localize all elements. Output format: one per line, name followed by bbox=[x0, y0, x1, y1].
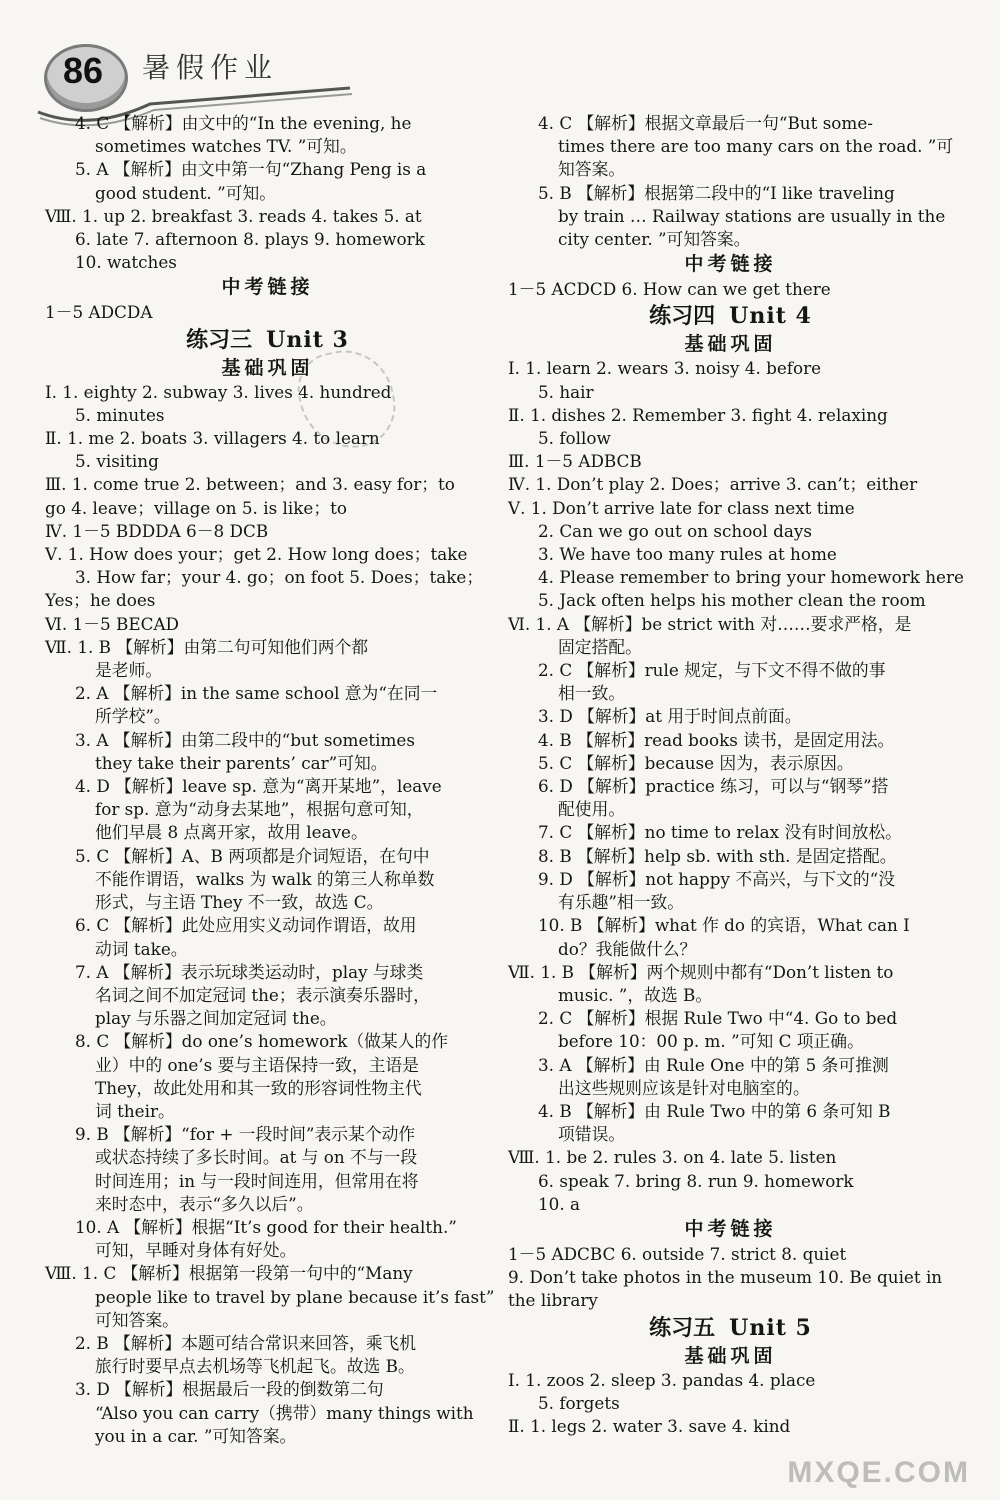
answer-line: 5. C 【解析】A、B 两项都是介词短语，在句中 bbox=[75, 845, 430, 866]
answer-line: 来时态中，表示“多久以后”。 bbox=[95, 1193, 314, 1214]
exercise-title-cn: 练习五 bbox=[649, 1315, 716, 1341]
exercise-title bbox=[45, 325, 490, 356]
answer-line: 1－5 ADCBC 6. outside 7. strict 8. quiet bbox=[508, 1243, 847, 1264]
section-title: 中考链接 bbox=[684, 253, 777, 276]
answer-line: 10. a bbox=[538, 1193, 581, 1214]
answer-line: 5. C 【解析】because 因为，表示原因。 bbox=[538, 752, 854, 773]
left-column bbox=[45, 112, 495, 1448]
answer-line: 9. Don’t take photos in the museum 10. Be quiet in bbox=[508, 1267, 943, 1288]
answer-line: 4. C 【解析】由文中的“In the evening, he bbox=[75, 113, 412, 133]
answer-line: 1－5 ACDCD 6. How can we get there bbox=[508, 279, 831, 300]
answer-line: Ⅰ. 1. learn 2. wears 3. noisy 4. before bbox=[508, 358, 822, 379]
answer-line: Ⅴ. 1. How does your；get 2. How long does；take bbox=[45, 544, 468, 565]
answer-line: 10. A 【解析】根据“It’s good for their health.” bbox=[75, 1216, 457, 1237]
answer-line: 知答案。 bbox=[558, 159, 626, 180]
answer-line: 6. speak 7. bring 8. run 9. homework bbox=[538, 1170, 854, 1191]
site-watermark: MXQE.COM bbox=[787, 1456, 970, 1489]
answer-line: you in a car. ”可知答案。 bbox=[95, 1425, 297, 1446]
answer-line: 8. C 【解析】do one’s homework（做某人的作 bbox=[75, 1031, 449, 1052]
answer-line: sometimes watches TV. ”可知。 bbox=[95, 136, 357, 157]
answer-line: Ⅱ. 1. dishes 2. Remember 3. fight 4. relaxing bbox=[508, 404, 888, 425]
answer-line: 固定搭配。 bbox=[558, 636, 642, 657]
answer-line: Ⅴ. 1. Don’t arrive late for class next time bbox=[508, 497, 855, 518]
answer-line: They，故此处用和其一致的形容词性物主代 bbox=[95, 1077, 422, 1098]
answer-line: 6. D 【解析】practice 练习，可以与“钢琴”搭 bbox=[538, 776, 889, 797]
answer-line: 可知答案。 bbox=[95, 1309, 179, 1330]
answer-line: 5. B 【解析】根据第二段中的“I like traveling bbox=[538, 182, 895, 203]
exercise-title-cn: 练习四 bbox=[649, 304, 716, 330]
answer-line: 3. A 【解析】由第二段中的“but sometimes bbox=[75, 729, 415, 750]
answer-line: 5. forgets bbox=[538, 1392, 620, 1413]
answer-line: 5. hair bbox=[538, 381, 594, 402]
answer-line: 2. B 【解析】本题可结合常识来回答，乘飞机 bbox=[75, 1332, 417, 1353]
answer-line: 6. late 7. afternoon 8. plays 9. homework bbox=[75, 229, 425, 250]
answer-line: 出这些规则应该是针对电脑室的。 bbox=[558, 1077, 810, 1098]
answer-line: 时间连用；in 与一段时间连用，但常用在将 bbox=[95, 1170, 419, 1191]
answer-line: 旅行时要早点去机场等飞机起飞。故选 B。 bbox=[95, 1356, 415, 1377]
answer-line: Ⅲ. 1. come true 2. between；and 3. easy for；to bbox=[45, 474, 455, 495]
answer-line: 10. B 【解析】what 作 do 的宾语，What can I bbox=[538, 915, 910, 936]
answer-line: for sp. 意为“动身去某地”，根据句意可知， bbox=[95, 799, 424, 820]
answer-line: by train … Railway stations are usually in the bbox=[558, 205, 946, 226]
exercise-title-unit: Unit 5 bbox=[729, 1314, 812, 1341]
answer-line: 他们早晨 8 点离开家，故用 leave。 bbox=[95, 822, 368, 843]
answer-line: 3. D 【解析】根据最后一段的倒数第二句 bbox=[75, 1379, 384, 1400]
answer-line: “Also you can carry（携带）many things with bbox=[95, 1402, 474, 1423]
answer-line: 4. C 【解析】根据文章最后一句“But some- bbox=[538, 113, 873, 133]
answer-line: 2. C 【解析】根据 Rule Two 中“4. Go to bed bbox=[538, 1008, 898, 1029]
section-subtitle: 基础巩固 bbox=[221, 356, 314, 379]
answer-line: 10. watches bbox=[75, 252, 177, 273]
answer-line: 4. B 【解析】read books 读书，是固定用法。 bbox=[538, 729, 895, 750]
answer-line: 4. B 【解析】由 Rule Two 中的第 6 条可知 B bbox=[538, 1100, 891, 1121]
answer-line: 3. How far；your 4. go；on foot 5. Does；take； bbox=[75, 567, 484, 588]
answer-line: 9. D 【解析】not happy 不高兴，与下文的“没 bbox=[538, 868, 895, 889]
answer-line: 相一致。 bbox=[558, 683, 626, 704]
answer-line: Ⅰ. 1. zoos 2. sleep 3. pandas 4. place bbox=[508, 1369, 816, 1390]
answer-line: they take their parents’ car”可知。 bbox=[95, 752, 388, 773]
answer-line: 7. A 【解析】表示玩球类运动时，play 与球类 bbox=[75, 961, 424, 982]
answer-line: Ⅶ. 1. B 【解析】由第二句可知他们两个都 bbox=[45, 636, 369, 657]
exercise-title-cn: 练习三 bbox=[186, 327, 253, 353]
answer-line: 业）中的 one’s 要与主语保持一致，主语是 bbox=[95, 1054, 419, 1075]
answer-line: Ⅷ. 1. be 2. rules 3. on 4. late 5. listen bbox=[508, 1147, 837, 1168]
header-title: 暑假作业 bbox=[142, 51, 279, 84]
answer-line: 有乐趣”相一致。 bbox=[558, 892, 685, 913]
right-column bbox=[508, 112, 964, 1438]
exercise-title bbox=[508, 1313, 953, 1344]
answer-line: 5. follow bbox=[538, 428, 611, 449]
answer-line: go 4. leave；village on 5. is like；to bbox=[45, 497, 347, 518]
answer-line: 8. B 【解析】help sb. with sth. 是固定搭配。 bbox=[538, 845, 897, 866]
answer-line: 是老师。 bbox=[95, 660, 163, 681]
answer-line: 词 their。 bbox=[95, 1100, 175, 1121]
section-subtitle: 基础巩固 bbox=[684, 333, 777, 356]
answer-line: 动词 take。 bbox=[95, 938, 188, 959]
answer-line: 7. C 【解析】no time to relax 没有时间放松。 bbox=[538, 822, 902, 843]
answer-line: 2. Can we go out on school days bbox=[538, 520, 812, 541]
answer-line: 名词之间不加定冠词 the；表示演奏乐器时， bbox=[95, 984, 430, 1005]
answer-line: music. ”，故选 B。 bbox=[558, 984, 713, 1005]
exercise-title-unit: Unit 3 bbox=[266, 326, 349, 353]
answer-line: Ⅷ. 1. C 【解析】根据第一段第一句中的“Many bbox=[45, 1263, 413, 1284]
answer-line: 3. A 【解析】由 Rule One 中的第 5 条可推测 bbox=[538, 1054, 889, 1075]
section-title: 中考链接 bbox=[221, 276, 314, 299]
answer-line: Ⅵ. 1－5 BECAD bbox=[45, 613, 180, 634]
answer-line: Ⅲ. 1－5 ADBCB bbox=[508, 451, 642, 472]
answer-line: Ⅰ. 1. eighty 2. subway 3. lives 4. hundred bbox=[45, 381, 392, 402]
answer-line: 2. C 【解析】rule 规定，与下文不得不做的事 bbox=[538, 660, 886, 681]
answer-line: Yes；he does bbox=[45, 590, 156, 611]
answer-line: Ⅳ. 1. Don’t play 2. Does；arrive 3. can’t；either bbox=[508, 474, 918, 495]
answer-line: 9. B 【解析】“for + 一段时间”表示某个动作 bbox=[75, 1124, 416, 1145]
exercise-title bbox=[508, 301, 953, 332]
section-title: 中考链接 bbox=[684, 1217, 777, 1240]
answer-line: Ⅱ. 1. me 2. boats 3. villagers 4. to learn bbox=[45, 428, 380, 449]
answer-line: 5. Jack often helps his mother clean the room bbox=[538, 590, 926, 611]
exercise-title-unit: Unit 4 bbox=[729, 303, 812, 330]
answer-line: 配使用。 bbox=[558, 799, 626, 820]
answer-line: Ⅷ. 1. up 2. breakfast 3. reads 4. takes 5. at bbox=[45, 205, 422, 226]
answer-line: city center. ”可知答案。 bbox=[558, 229, 751, 250]
answer-line: 6. C 【解析】此处应用实义动词作谓语，故用 bbox=[75, 915, 417, 936]
answer-line: 形式，与主语 They 不一致，故选 C。 bbox=[95, 892, 384, 913]
answer-line: 3. D 【解析】at 用于时间点前面。 bbox=[538, 706, 802, 727]
answer-line: 或状态持续了多长时间。at 与 on 不与一段 bbox=[95, 1147, 418, 1168]
answer-line: 不能作谓语，walks 为 walk 的第三人称单数 bbox=[95, 868, 435, 889]
page-header bbox=[30, 32, 360, 122]
answer-line: 5. visiting bbox=[75, 451, 159, 472]
section-subtitle: 基础巩固 bbox=[684, 1344, 777, 1367]
answer-line: Ⅱ. 1. legs 2. water 3. save 4. kind bbox=[508, 1415, 791, 1436]
answer-line: 所学校”。 bbox=[95, 706, 171, 727]
answer-line: Ⅵ. 1. A 【解析】be strict with 对……要求严格，是 bbox=[508, 613, 912, 634]
answer-line: 5. A 【解析】由文中第一句“Zhang Peng is a bbox=[75, 159, 427, 180]
answer-line: 4. Please remember to bring your homework here bbox=[538, 567, 964, 588]
answer-line: 4. D 【解析】leave sp. 意为“离开某地”，leave bbox=[75, 776, 442, 797]
answer-line: do？我能做什么？ bbox=[558, 938, 697, 959]
answer-line: 1－5 ADCDA bbox=[45, 302, 153, 323]
answer-line: the library bbox=[508, 1290, 598, 1311]
answer-line: 可知，早睡对身体有好处。 bbox=[95, 1240, 297, 1261]
answer-line: 3. We have too many rules at home bbox=[538, 544, 837, 565]
answer-line: times there are too many cars on the road. ”可 bbox=[558, 136, 954, 157]
answer-line: before 10：00 p. m. ”可知 C 项正确。 bbox=[558, 1031, 864, 1052]
answer-line: play 与乐器之间加定冠词 the。 bbox=[95, 1008, 337, 1029]
answer-line: Ⅳ. 1－5 BDDDA 6－8 DCB bbox=[45, 520, 269, 541]
answer-line: Ⅶ. 1. B 【解析】两个规则中都有“Don’t listen to bbox=[508, 961, 894, 982]
answer-line: good student. ”可知。 bbox=[95, 182, 277, 203]
page-number: 86 bbox=[62, 50, 104, 91]
answer-line: people like to travel by plane because it’s fast” bbox=[95, 1286, 495, 1307]
answer-line: 5. minutes bbox=[75, 404, 165, 425]
answer-line: 2. A 【解析】in the same school 意为“在同一 bbox=[75, 683, 438, 704]
answer-line: 项错误。 bbox=[558, 1124, 626, 1145]
